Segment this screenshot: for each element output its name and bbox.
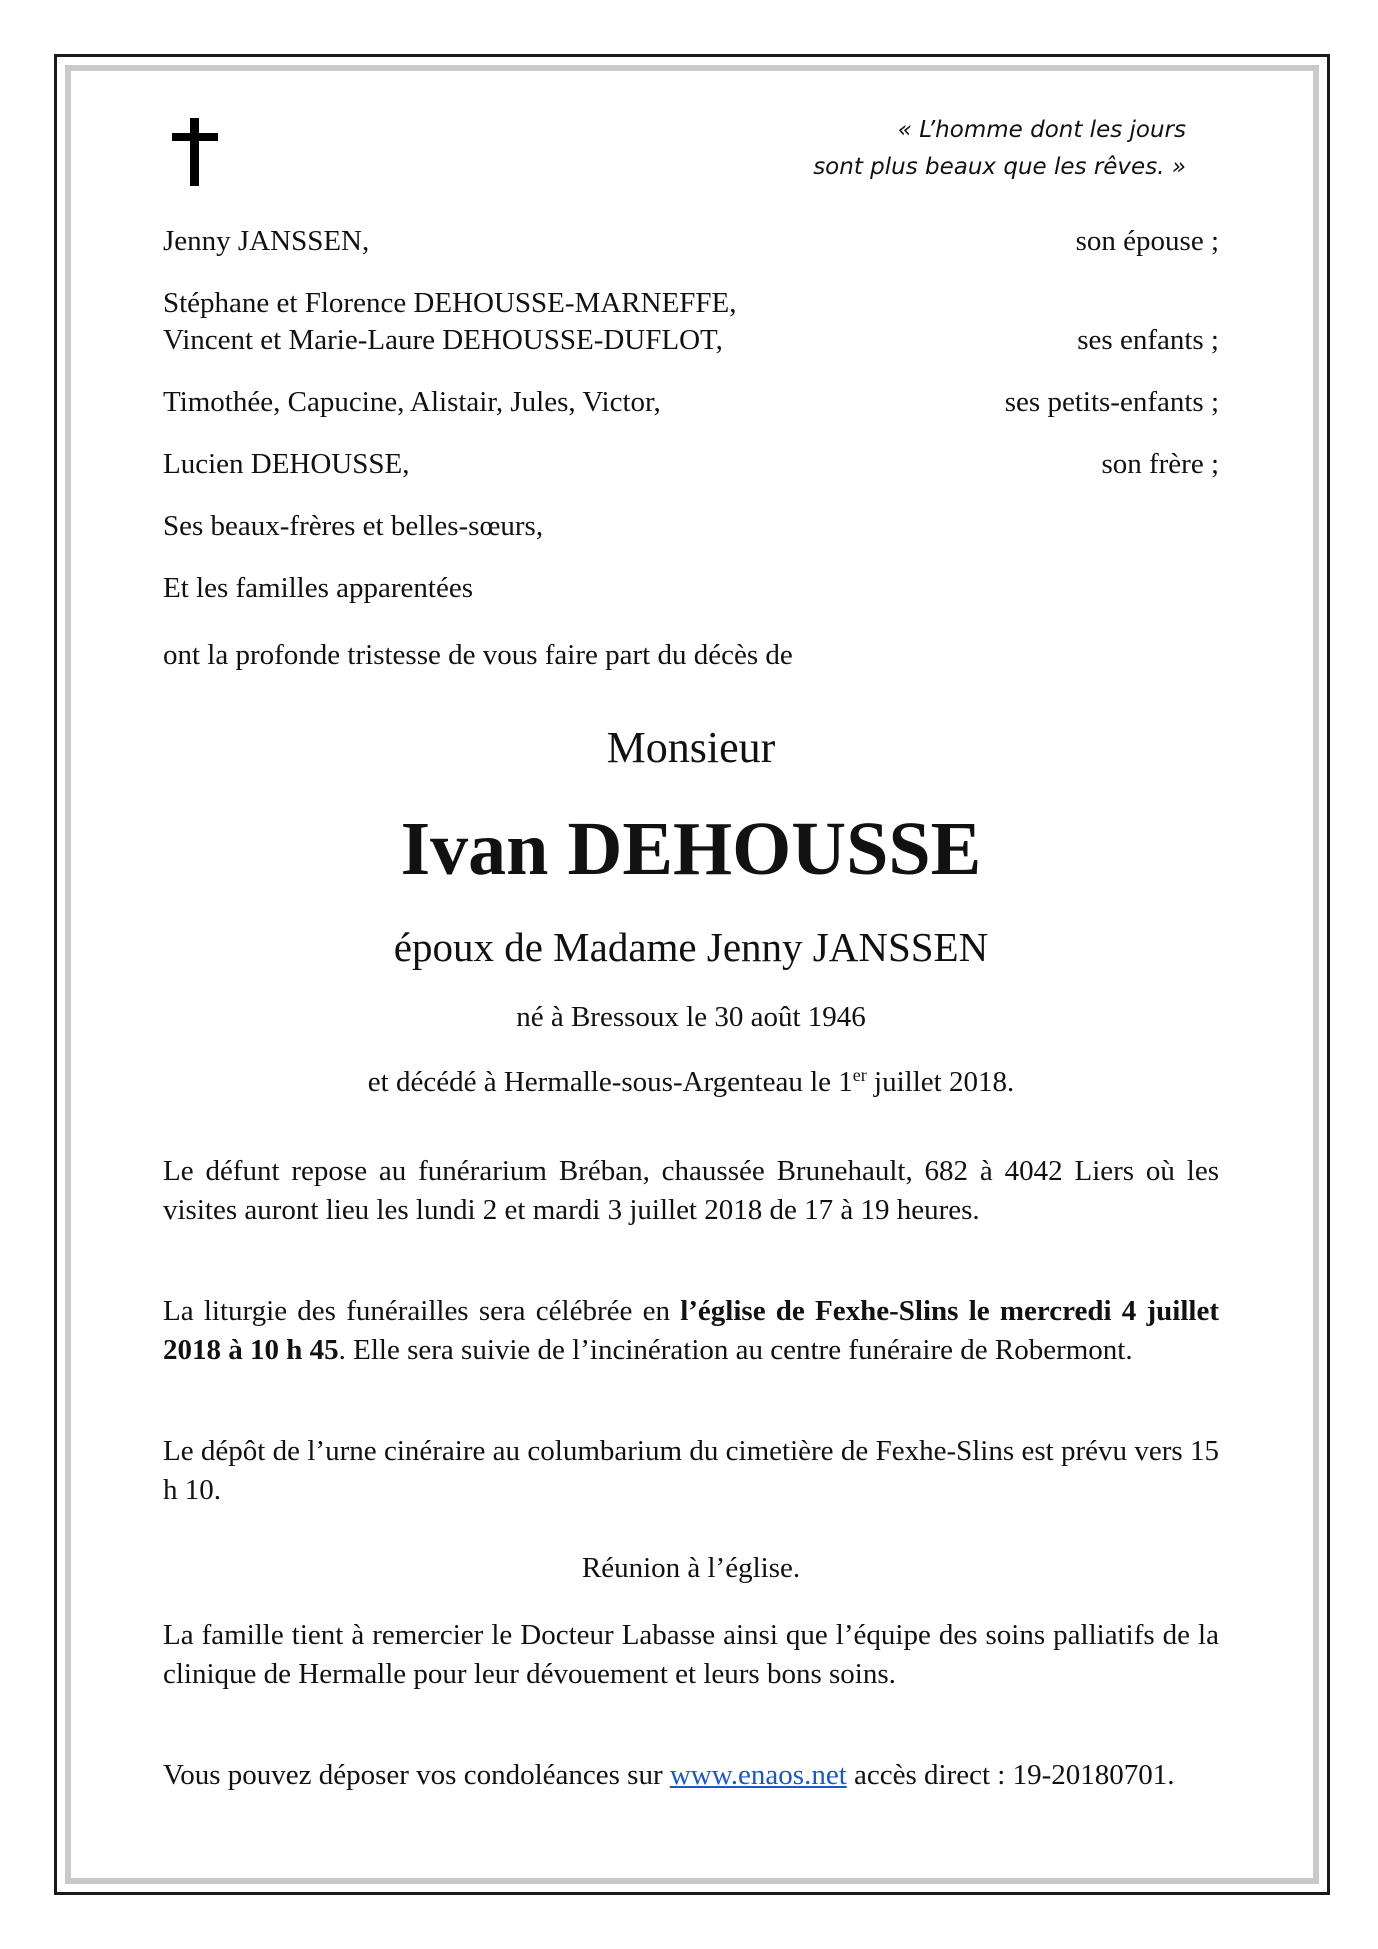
family-names: Stéphane et Florence DEHOUSSE-MARNEFFE, [163, 287, 737, 319]
epigraph-line: sont plus beaux que les rêves. » [813, 154, 1186, 180]
condolences-paragraph [163, 1756, 1219, 1795]
family-role: ses enfants ; [1077, 324, 1219, 356]
liturgy-text: La liturgie des funérailles sera célébrée en [163, 1295, 681, 1327]
death-line [163, 1062, 1219, 1102]
deceased-name: Ivan DEHOUSSE [400, 807, 982, 891]
thanks-paragraph: La famille tient à remercier le Docteur Labasse ainsi que l’équipe des soins palliatifs de la clinique de Hermalle pour leur dévouement et leurs bons soins. [163, 1619, 1219, 1690]
liturgy-text: . Elle sera suivie de l’incinération au centre funéraire de Robermont. [338, 1334, 1133, 1366]
epigraph [666, 112, 1186, 186]
family-names: Timothée, Capucine, Alistair, Jules, Victor, [163, 386, 661, 418]
family-list [163, 223, 1219, 632]
family-row [163, 446, 1219, 483]
family-row [163, 508, 1219, 545]
meeting-note: Réunion à l’église. [581, 1552, 801, 1584]
family-row [163, 384, 1219, 421]
family-names: Lucien DEHOUSSE, [163, 448, 410, 480]
cross-icon [172, 118, 218, 186]
spouse-line: époux de Madame Jenny JANSSEN [393, 924, 989, 970]
liturgy-paragraph [163, 1292, 1219, 1370]
death-line-ordinal: er [852, 1065, 867, 1085]
visitation-paragraph: Le défunt repose au funérarium Bréban, chaussée Brunehault, 682 à 4042 Liers où les visites auront lieu les lundi 2 et mardi 3 juillet 2018 de 17 à 19 heures. [163, 1155, 1219, 1226]
death-line-text: et décédé à Hermalle-sous-Argenteau le 1 [367, 1066, 853, 1098]
family-names: Ses beaux-frères et belles-sœurs, [163, 510, 544, 542]
death-line-text: juillet 2018. [866, 1066, 1015, 1098]
family-names: Et les familles apparentées [163, 572, 474, 604]
announcement-intro: ont la profonde tristesse de vous faire part du décès de [163, 639, 793, 671]
epigraph-line: « L’homme dont les jours [897, 117, 1186, 143]
family-names: Vincent et Marie-Laure DEHOUSSE-DUFLOT, [163, 324, 723, 356]
family-role: son frère ; [1101, 448, 1219, 480]
family-row [163, 223, 1219, 260]
urn-paragraph: Le dépôt de l’urne cinéraire au columbarium du cimetière de Fexhe-Slins est prévu vers 15 h 10. [163, 1435, 1219, 1506]
liturgy-emphasis: l’église de Fexhe-Slins le mercredi 4 juillet 2018 à 10 h 45 [163, 1295, 1219, 1366]
family-row [163, 285, 1219, 359]
honorific: Monsieur [606, 723, 776, 772]
family-row [163, 570, 1219, 607]
condolences-text: accès direct : 19-20180701. [846, 1759, 1175, 1791]
family-role: ses petits-enfants ; [1004, 386, 1219, 418]
condolences-text: Vous pouvez déposer vos condoléances sur [163, 1759, 670, 1791]
family-names: Jenny JANSSEN, [163, 225, 370, 257]
family-role: son épouse ; [1075, 225, 1219, 257]
birth-line: né à Bressoux le 30 août 1946 [516, 1001, 866, 1033]
condolences-link[interactable]: www.enaos.net [669, 1759, 847, 1791]
